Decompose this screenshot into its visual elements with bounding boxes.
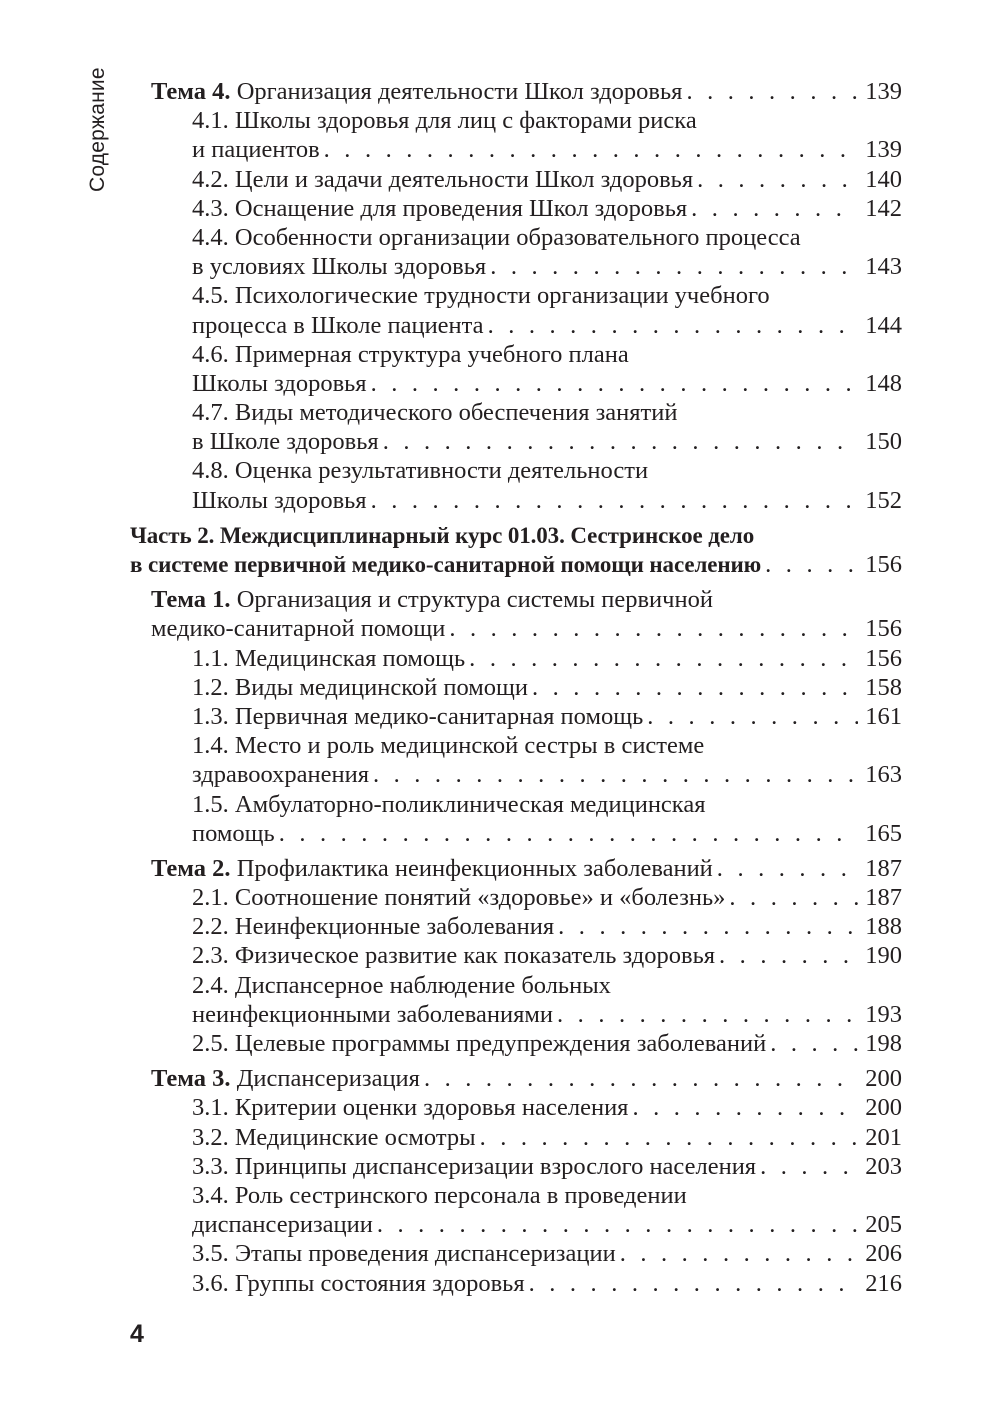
entry-title: 1.2. Виды медицинской помощи: [192, 673, 528, 701]
entry-title-cont: процесса в Школе пациента: [192, 311, 484, 339]
toc-entry[interactable]: [130, 673, 902, 702]
toc-entry[interactable]: [130, 194, 902, 223]
entry-title: 1.3. Первичная медико-санитарная помощь: [192, 702, 644, 730]
toc-entry[interactable]: [130, 912, 902, 941]
dot-leader: [525, 1269, 858, 1298]
dot-leader: [628, 1093, 858, 1122]
dot-leader: [275, 819, 858, 848]
page-ref: 200: [865, 1094, 902, 1122]
page-ref: 206: [865, 1240, 902, 1268]
page-ref: 193: [865, 1000, 902, 1028]
dot-leader: [486, 252, 858, 281]
entry-title-line: 4.7. Виды методического обеспечения занятий: [192, 399, 678, 427]
dot-leader: [445, 614, 858, 643]
entry-title: 1.1. Медицинская помощь: [192, 644, 466, 672]
entry-title-line: 4.4. Особенности организации образовательного процесса: [192, 223, 801, 251]
topic-title: Профилактика неинфекционных заболеваний: [230, 854, 713, 882]
entry-title-cont: Школы здоровья: [192, 486, 367, 514]
dot-leader: [643, 702, 858, 731]
toc-topic-2: [130, 854, 902, 1058]
page-ref: 156: [865, 615, 902, 643]
page-ref: 139: [865, 136, 902, 164]
dot-leader: [369, 760, 858, 789]
toc-entry[interactable]: [130, 281, 902, 339]
toc-entry[interactable]: [130, 971, 902, 1029]
toc-entry[interactable]: [130, 644, 902, 673]
dot-leader: [373, 1210, 858, 1239]
page-ref: 163: [865, 761, 902, 789]
toc-topic-3: [130, 1064, 902, 1298]
entry-title-cont: помощь: [192, 819, 275, 847]
page-number: 4: [130, 1320, 144, 1348]
topic-title: Организация деятельности Школ здоровья: [230, 78, 683, 105]
toc-topic-heading[interactable]: [130, 585, 902, 643]
page-ref: 143: [865, 253, 902, 281]
toc-entry[interactable]: [130, 702, 902, 731]
dot-leader: [320, 135, 858, 164]
page-ref: 150: [865, 428, 902, 456]
toc-topic-heading[interactable]: [130, 77, 902, 106]
toc-entry[interactable]: [130, 1269, 902, 1298]
entry-title-line: 4.8. Оценка результативности деятельности: [192, 457, 649, 485]
page-ref: 156: [865, 551, 902, 578]
running-head: Содержание: [86, 67, 109, 192]
page-ref: 216: [865, 1269, 902, 1297]
page-ref: 148: [865, 369, 902, 397]
dot-leader: [693, 165, 858, 194]
entry-title-cont: здравоохранения: [192, 761, 369, 789]
page-ref: 198: [865, 1030, 902, 1057]
dot-leader: [682, 77, 858, 106]
dot-leader: [766, 1029, 858, 1058]
page-ref: 144: [865, 311, 902, 339]
toc-entry[interactable]: [130, 1239, 902, 1268]
toc-entry[interactable]: [130, 1181, 902, 1239]
topic-label: Тема 2.: [151, 854, 231, 882]
entry-title: 3.6. Группы состояния здоровья: [192, 1269, 525, 1297]
entry-title-line: 4.5. Психологические трудности организации учебного: [192, 282, 770, 310]
part-title-line: Часть 2. Междисциплинарный курс 01.03. Сестринское дело: [130, 522, 755, 548]
page-ref: 161: [865, 702, 902, 730]
topic-title: Организация и структура системы первичной: [230, 586, 713, 614]
dot-leader: [616, 1239, 858, 1268]
toc-entry[interactable]: [130, 883, 902, 912]
dot-leader: [687, 194, 858, 223]
entry-title: 2.2. Неинфекционные заболевания: [192, 913, 555, 941]
toc-entry[interactable]: [130, 106, 902, 164]
toc-entry[interactable]: [130, 340, 902, 398]
entry-title: 2.3. Физическое развитие как показатель здоровья: [192, 942, 716, 970]
toc-topic-heading[interactable]: [130, 854, 902, 883]
topic-title-cont: медико-санитарной помощи: [151, 615, 446, 643]
dot-leader: [367, 369, 858, 398]
dot-leader: [725, 883, 858, 912]
toc-entry[interactable]: [130, 398, 902, 456]
entry-title-cont: Школы здоровья: [192, 369, 367, 397]
dot-leader: [553, 1000, 858, 1029]
toc-topic-4: [130, 77, 902, 515]
page-ref: 152: [865, 486, 902, 514]
entry-title: 2.5. Целевые программы предупреждения заболеваний: [192, 1030, 767, 1057]
page-ref: 140: [865, 165, 902, 193]
dot-leader: [476, 1123, 858, 1152]
entry-title-line: 1.4. Место и роль медицинской сестры в системе: [192, 732, 705, 760]
toc-topic-heading[interactable]: [130, 1064, 902, 1093]
dot-leader: [554, 912, 858, 941]
dot-leader: [713, 854, 858, 883]
topic-label: Тема 3.: [151, 1065, 231, 1093]
toc-entry[interactable]: [130, 1152, 902, 1181]
page-ref: 158: [865, 673, 902, 701]
toc-part-2[interactable]: [130, 521, 902, 579]
page-ref: 188: [865, 913, 902, 941]
entry-title: 4.3. Оснащение для проведения Школ здоровья: [192, 194, 688, 222]
toc-entry[interactable]: [130, 1093, 902, 1122]
entry-title-line: 4.1. Школы здоровья для лиц с факторами риска: [192, 107, 697, 135]
page-ref: 142: [865, 194, 902, 222]
dot-leader: [465, 644, 858, 673]
entry-title-cont: в условиях Школы здоровья: [192, 253, 487, 281]
toc-entry[interactable]: [130, 790, 902, 848]
entry-title: 3.3. Принципы диспансеризации взрослого населения: [192, 1152, 757, 1180]
toc-entry[interactable]: [130, 1029, 902, 1058]
page-ref: 187: [865, 854, 902, 882]
entry-title-cont: и пациентов: [192, 136, 320, 164]
page-ref: 165: [865, 819, 902, 847]
page-ref: 201: [865, 1123, 902, 1151]
topic-label: Тема 4.: [151, 78, 231, 105]
entry-title: 4.2. Цели и задачи деятельности Школ здоровья: [192, 165, 694, 193]
toc-entry[interactable]: [130, 223, 902, 281]
page-ref: 156: [865, 644, 902, 672]
dot-leader: [761, 550, 858, 579]
page-ref: 139: [865, 78, 902, 105]
page-ref: 187: [865, 884, 902, 912]
entry-title-cont: в Школе здоровья: [192, 428, 379, 456]
toc-entry[interactable]: [130, 456, 902, 514]
dot-leader: [367, 486, 858, 515]
dot-leader: [379, 427, 858, 456]
entry-title: 3.2. Медицинские осмотры: [192, 1123, 476, 1151]
dot-leader: [756, 1152, 858, 1181]
entry-title-cont: неинфекционными заболеваниями: [192, 1000, 554, 1028]
entry-title-line: 1.5. Амбулаторно-поликлиническая медицинская: [192, 790, 706, 818]
table-of-contents: [130, 77, 902, 1298]
page-ref: 200: [865, 1065, 902, 1093]
topic-title: Диспансеризация: [230, 1065, 420, 1093]
toc-entry[interactable]: [130, 165, 902, 194]
dot-leader: [484, 311, 858, 340]
topic-label: Тема 1.: [151, 586, 231, 614]
entry-title: 3.1. Критерии оценки здоровья населения: [192, 1094, 629, 1122]
part-title-cont: в системе первичной медико-санитарной помощи населению: [130, 552, 762, 577]
entry-title-line: 2.4. Диспансерное наблюдение больных: [192, 971, 611, 999]
entry-title-cont: диспансеризации: [192, 1211, 373, 1239]
dot-leader: [528, 673, 858, 702]
entry-title-line: 4.6. Примерная структура учебного плана: [192, 340, 629, 368]
toc-topic-1: [130, 585, 902, 848]
page-ref: 205: [865, 1211, 902, 1239]
dot-leader: [715, 941, 858, 970]
page-ref: 203: [865, 1152, 902, 1180]
entry-title: 2.1. Соотношение понятий «здоровье» и «болезнь»: [192, 884, 726, 912]
toc-entry[interactable]: [130, 731, 902, 789]
toc-entry[interactable]: [130, 1123, 902, 1152]
entry-title-line: 3.4. Роль сестринского персонала в проведении: [192, 1181, 687, 1209]
page-ref: 190: [865, 942, 902, 970]
entry-title: 3.5. Этапы проведения диспансеризации: [192, 1240, 616, 1268]
toc-entry[interactable]: [130, 941, 902, 970]
dot-leader: [420, 1064, 858, 1093]
